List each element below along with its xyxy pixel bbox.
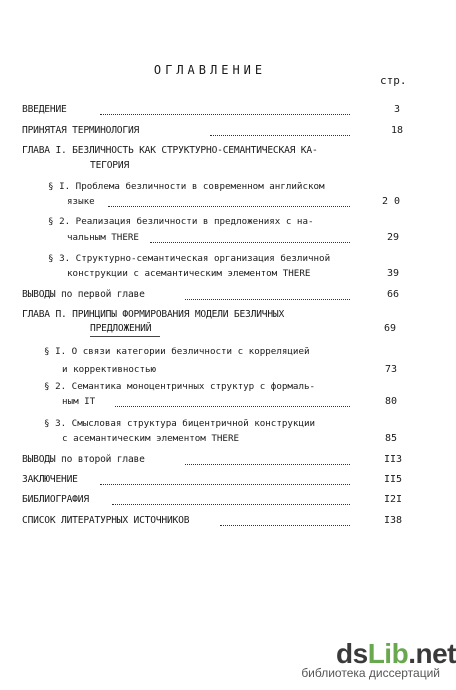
toc-entry-label: СПИСОК ЛИТЕРАТУРНЫХ ИСТОЧНИКОВ	[22, 515, 190, 526]
toc-entry-page: II5	[383, 474, 403, 485]
toc-entry-page: 39	[386, 268, 400, 279]
watermark-subtitle: библиотека диссертаций	[301, 666, 440, 680]
toc-entry-page: II3	[383, 454, 403, 465]
toc-section-line1: § 3. Структурно-семантическая организация безличной	[48, 253, 331, 264]
toc-entry-label: ВЫВОДЫ по второй главе	[22, 454, 145, 465]
toc-entry-label: ВВЕДЕНИЕ	[22, 104, 67, 115]
toc-chapter-line2: ТЕГОРИЯ	[90, 160, 130, 171]
toc-entry-label: ВЫВОДЫ по первой главе	[22, 289, 145, 300]
page-title: ОГЛАВЛЕНИЕ	[153, 63, 267, 77]
toc-section-line2: языке	[67, 196, 95, 207]
toc-section-line1: § 3. Смысловая структура бицентричной конструкции	[44, 418, 316, 429]
toc-entry-label: БИБЛИОГРАФИЯ	[22, 494, 89, 505]
leader-dots	[100, 484, 350, 486]
heading-underline	[90, 336, 160, 337]
toc-entry-page: 66	[386, 289, 400, 300]
page-column-header: стр.	[380, 74, 407, 87]
toc-section-line1: § 2. Реализация безличности в предложениях с на-	[48, 216, 314, 227]
toc-entry-page: I2I	[383, 494, 403, 505]
leader-dots	[100, 114, 350, 116]
toc-section-line2: конструкции с асемантическим элементом THERE	[67, 268, 311, 279]
toc-entry-page: I38	[383, 515, 403, 526]
dslib-logo: dsLib.net	[336, 638, 456, 669]
toc-chapter-line2: ПРЕДЛОЖЕНИЙ	[90, 323, 152, 334]
toc-entry-page: 73	[384, 364, 398, 375]
leader-dots	[112, 504, 350, 506]
toc-section-line1: § I. О связи категории безличности с корреляцией	[44, 346, 310, 357]
toc-section-line1: § I. Проблема безличности в современном английском	[48, 181, 325, 192]
leader-dots	[220, 525, 350, 527]
leader-dots	[150, 242, 350, 244]
toc-section-line2: с асемантическим элементом THERE	[62, 433, 240, 444]
leader-dots	[185, 299, 350, 301]
toc-entry-page: 85	[384, 433, 398, 444]
toc-chapter-line1: ГЛАВА П. ПРИНЦИПЫ ФОРМИРОВАНИЯ МОДЕЛИ БЕЗЛИЧНЫХ	[22, 309, 285, 320]
leader-dots	[115, 406, 350, 408]
leader-dots	[185, 464, 350, 466]
toc-section-line2: чальным THERE	[67, 232, 139, 243]
toc-entry-page: 18	[390, 125, 404, 136]
toc-section-line2: ным IT	[62, 396, 96, 407]
toc-entry-page: 3	[393, 104, 401, 115]
toc-chapter-line1: ГЛАВА I. БЕЗЛИЧНОСТЬ КАК СТРУКТУРНО-СЕМАНТИЧЕСКАЯ КА-	[22, 145, 318, 156]
toc-entry-page: 2 0	[381, 196, 401, 207]
leader-dots	[108, 206, 350, 208]
toc-entry-label: ЗАКЛЮЧЕНИЕ	[22, 474, 78, 485]
toc-section-line1: § 2. Семантика моноцентричных структур с формаль-	[44, 381, 316, 392]
toc-entry-page: 69	[383, 323, 397, 334]
toc-entry-page: 80	[384, 396, 398, 407]
leader-dots	[210, 135, 350, 137]
toc-section-line2: и коррективностью	[62, 364, 157, 375]
toc-entry-page: 29	[386, 232, 400, 243]
toc-entry-label: ПРИНЯТАЯ ТЕРМИНОЛОГИЯ	[22, 125, 140, 136]
